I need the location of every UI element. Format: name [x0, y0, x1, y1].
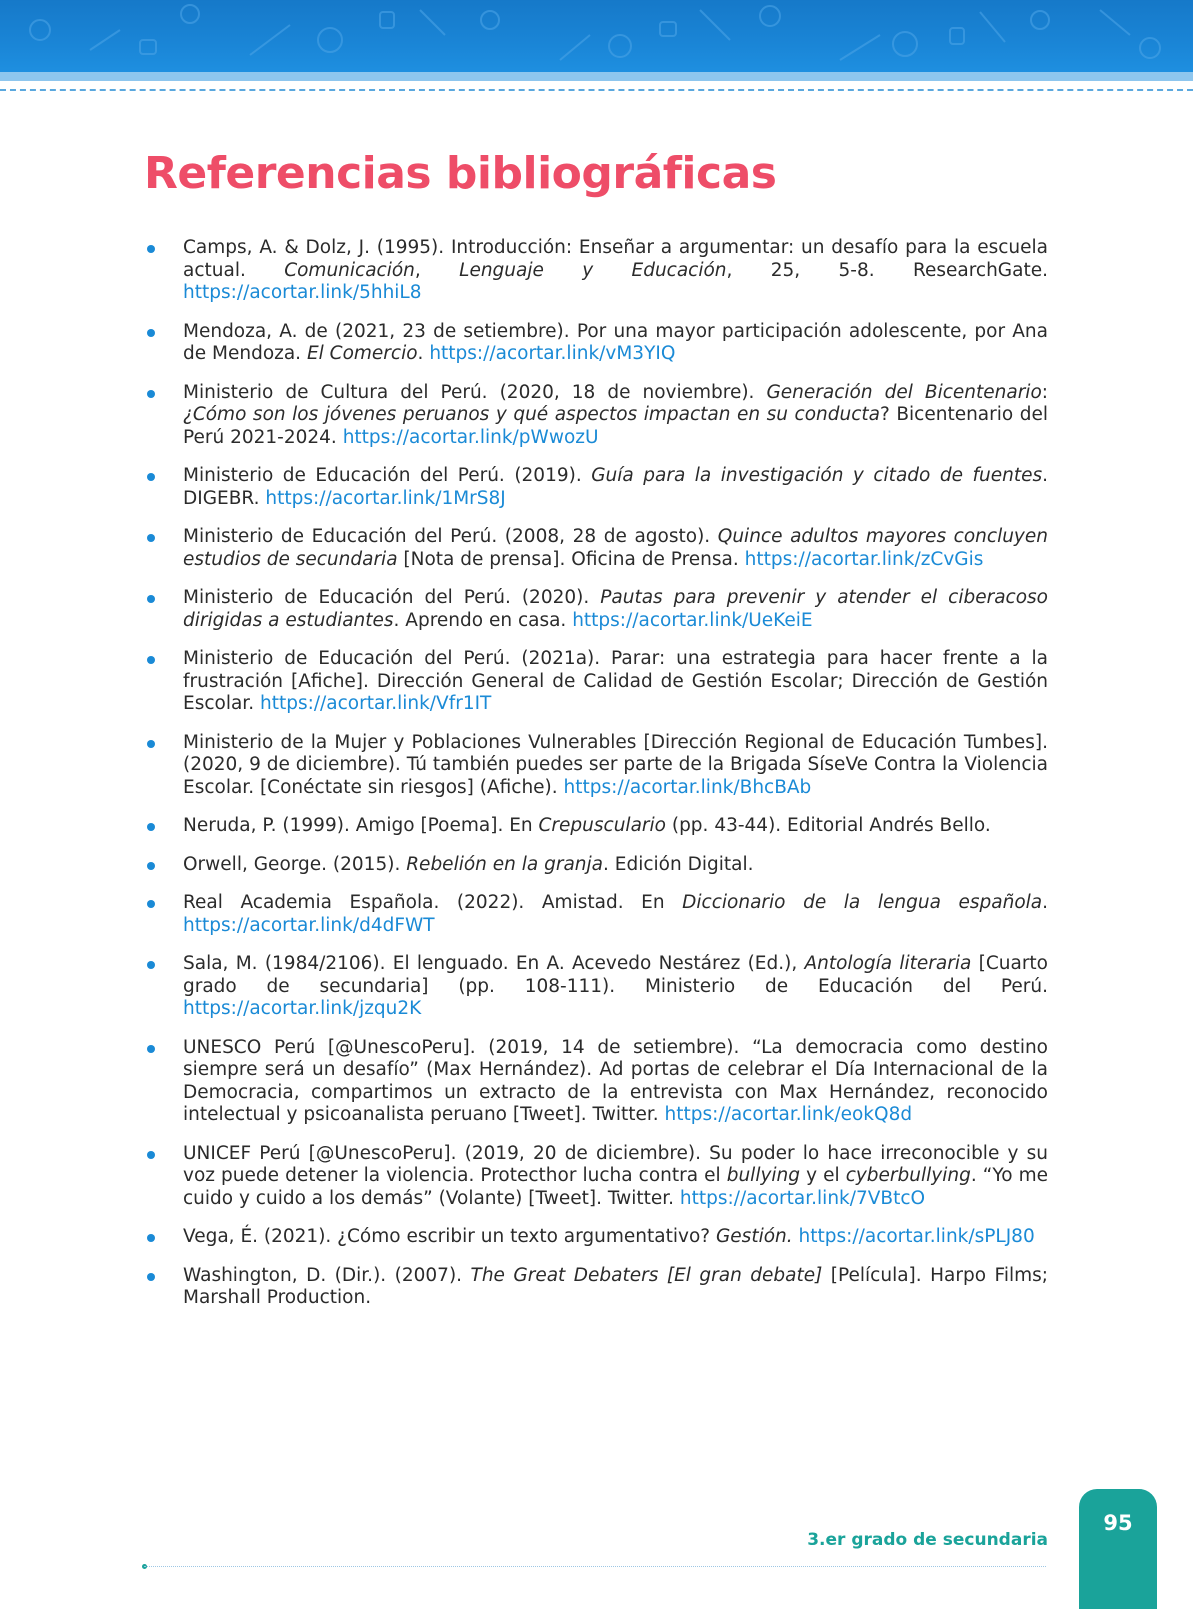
reference-link[interactable]: https://acortar.link/d4dFWT [183, 914, 435, 936]
reference-item [144, 1143, 1048, 1211]
bullet-icon [147, 1151, 155, 1159]
bullet-icon [147, 823, 155, 831]
banner-dashed-line [0, 89, 1193, 91]
reference-item [144, 1226, 1048, 1249]
reference-italic-text: Guía para la investigación y citado de fuentes [591, 465, 1043, 486]
reference-italic-text: Antología literaria [804, 953, 972, 974]
reference-item [144, 648, 1048, 716]
reference-item [144, 526, 1048, 571]
reference-italic-text: Diccionario de la lengua española [682, 892, 1043, 913]
reference-item [144, 587, 1048, 632]
bullet-icon [147, 862, 155, 870]
reference-link[interactable]: https://acortar.link/BhcBAb [563, 776, 812, 798]
bullet-icon [147, 1234, 155, 1242]
reference-link[interactable]: https://acortar.link/eokQ8d [664, 1104, 913, 1125]
reference-text: ? Bicentenario del Perú 2021-2024. [183, 404, 1049, 448]
reference-link[interactable]: https://acortar.link/Vfr1IT [259, 693, 492, 714]
reference-link[interactable]: https://acortar.link/vM3YIQ [429, 343, 676, 364]
bullet-icon [147, 1273, 155, 1281]
reference-text: . [1042, 892, 1049, 913]
bullet-icon [147, 1045, 155, 1053]
bullet-icon [147, 473, 155, 481]
reference-text: [Nota de prensa]. Oficina de Prensa. [397, 548, 745, 570]
reference-item [144, 1037, 1048, 1127]
reference-text: UNESCO Perú [@UnescoPeru]. (2019, 14 de setiembre). “La democracia como destino siempre será un desafío” (Max Hernández). Ad portas de celebrar el Día Internacional de la Democracia, compartimos un extracto de la entrevista con Max Hernández, reconocido intelectual y psicoanalista peruano [Tweet]. Twitter. [183, 1036, 1048, 1125]
reference-link[interactable]: https://acortar.link/pWwozU [342, 426, 599, 448]
reference-text: Ministerio de Cultura del Perú. (2020, 18 de noviembre). [183, 381, 767, 403]
reference-text: Mendoza, A. de (2021, 23 de setiembre). Por una mayor participación adolescente, por Ana de Mendoza. [183, 320, 1048, 364]
bullet-icon [147, 740, 155, 748]
reference-link[interactable]: https://acortar.link/1MrS8J [265, 487, 506, 509]
reference-item [144, 321, 1048, 366]
reference-text: Real Academia Española. (2022). Amistad. En [183, 892, 683, 913]
reference-item [144, 854, 1048, 877]
reference-text: Ministerio de Educación del Perú. (2008, 28 de agosto). [183, 526, 718, 547]
reference-text: , [414, 259, 460, 281]
reference-text: . Edición Digital. [603, 853, 754, 875]
reference-text: [Cuarto grado de secundaria] (pp. 108-111). Ministerio de Educación del Perú. [183, 953, 1048, 997]
reference-text: Ministerio de la Mujer y Poblaciones Vulnerables [Dirección Regional de Educación Tumbes]. (2020, 9 de diciembre). Tú también puedes ser parte de la Brigada SíseVe Contra la Violencia Escolar. [Conéctate sin riesgos] (Afiche). [183, 731, 1048, 798]
reference-text: Camps, A. & Dolz, J. (1995). Introducción: Enseñar a argumentar: un desafío para la escuela actual. [183, 237, 1048, 281]
bullet-icon [147, 534, 155, 542]
reference-item [144, 382, 1048, 450]
bullet-icon [147, 245, 155, 253]
reference-item [144, 953, 1048, 1021]
bullet-icon [147, 656, 155, 664]
reference-italic-text: ¿Cómo son los jóvenes peruanos y qué aspectos impactan en su conducta [183, 404, 880, 425]
reference-text: , 25, 5-8. ResearchGate. [726, 259, 1048, 281]
page-title: Referencias bibliográficas [144, 148, 777, 199]
reference-text: : [1041, 381, 1048, 403]
reference-italic-text: Rebelión en la granja [406, 853, 604, 875]
bullet-icon [147, 961, 155, 969]
reference-text: Ministerio de Educación del Perú. (2020). [183, 587, 601, 608]
references-list [144, 237, 1048, 1326]
reference-italic-text: Lenguaje y Educación [459, 259, 727, 281]
reference-text: Ministerio de Educación del Perú. (2019). [183, 465, 592, 486]
grade-label [807, 1530, 1048, 1550]
bullet-icon [147, 595, 155, 603]
reference-link[interactable]: https://acortar.link/7VBtcO [679, 1187, 926, 1209]
page-number-tab [1079, 1489, 1157, 1609]
page-number: 95 [1103, 1511, 1133, 1535]
reference-link[interactable]: https://acortar.link/5hhiL8 [183, 282, 422, 303]
reference-italic-text: cyberbullying [845, 1165, 971, 1186]
grade-label-text: 3.er grado de secundaria [807, 1530, 1048, 1550]
reference-text: Vega, É. (2021). ¿Cómo escribir un texto argumentativo? [183, 1226, 716, 1247]
top-banner [0, 0, 1193, 72]
reference-italic-text: bullying [726, 1165, 801, 1186]
bullet-icon [147, 390, 155, 398]
reference-text: Sala, M. (1984/2106). El lenguado. En A. Acevedo Nestárez (Ed.), [183, 953, 805, 974]
reference-italic-text: Generación del Bicentenario [766, 381, 1042, 403]
reference-text: [Película]. Harpo Films; Marshall Production. [183, 1264, 1048, 1308]
reference-link[interactable]: https://acortar.link/jzqu2K [183, 998, 422, 1019]
reference-italic-text: Comunicación [284, 259, 415, 281]
reference-text: Ministerio de Educación del Perú. (2021a). Parar: una estrategia para hacer frente a la frustración [Afiche]. Dirección General de Calidad de Gestión Escolar; Dirección de Gestión Escolar. [183, 648, 1048, 714]
reference-italic-text: Pautas para prevenir y atender el ciberacoso dirigidas a estudiantes [183, 587, 1048, 631]
reference-item [144, 1265, 1048, 1310]
reference-text: Washington, D. (Dir.). (2007). [183, 1264, 471, 1286]
reference-italic-text: Gestión. [715, 1226, 793, 1247]
reference-text: . [417, 343, 430, 364]
bullet-icon [147, 329, 155, 337]
reference-text: y el [800, 1165, 846, 1186]
reference-item [144, 465, 1048, 510]
reference-item [144, 892, 1048, 937]
reference-text: Orwell, George. (2015). [183, 853, 407, 875]
reference-italic-text: Quince adultos mayores concluyen estudios de secundaria [183, 526, 1048, 570]
reference-italic-text: The Great Debaters [El gran debate] [470, 1264, 823, 1286]
reference-text: UNICEF Perú [@UnescoPeru]. (2019, 20 de diciembre). Su poder lo hace irreconocible y su voz puede detener la violencia. Protecthor lucha contra el [183, 1142, 1048, 1186]
bullet-icon [147, 900, 155, 908]
reference-text: . “Yo me cuido y cuido a los demás” (Volante) [Tweet]. Twitter. [183, 1165, 1048, 1209]
reference-text: . DIGEBR. [183, 465, 1048, 509]
footer-rule [144, 1566, 1046, 1567]
banner-stripe [0, 72, 1193, 81]
banner-doodles-icon [0, 0, 1193, 72]
reference-link[interactable]: https://acortar.link/zCvGis [744, 548, 984, 570]
reference-text: . Aprendo en casa. [393, 609, 573, 631]
reference-italic-text: El Comercio [306, 343, 418, 364]
reference-text: (pp. 43-44). Editorial Andrés Bello. [665, 815, 991, 836]
reference-text: Neruda, P. (1999). Amigo [Poema]. En [183, 815, 539, 836]
reference-item [144, 815, 1048, 838]
reference-italic-text: Crepusculario [538, 815, 666, 836]
reference-link[interactable]: https://acortar.link/sPLJ80 [798, 1226, 1035, 1247]
reference-item [144, 732, 1048, 800]
reference-link[interactable]: https://acortar.link/UeKeiE [572, 609, 813, 631]
reference-item [144, 237, 1048, 305]
